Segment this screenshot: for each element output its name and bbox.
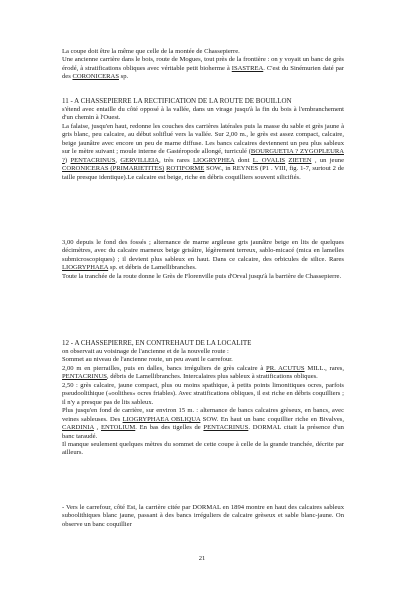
text: , débris de Lamellibranches. Intercalaires plus sableux à stratifications obliques. [106, 373, 318, 381]
taxon-name: CORONICERAS (PRIMARIETITES) [62, 165, 165, 173]
text: Sommet au niveau de l'ancienne route, un peu avant le carrefour. [62, 356, 233, 364]
text: La falaise, jusqu'en haut, redonne les couches des carrières latérales puis la masse du sable et grès jaune à gris blanc, peu calcaire, au début soliflué vers la vallée. Sur 2,00 m., le grès est assez compact, calcaire, beige jaunâtre avec encore un peu de marne diffuse. Les bancs calcaires deviennent un peu plus sableux sur le mètre suivant ; moule interne de Gastéropode allongé, turriculé ( [62, 123, 344, 156]
section-heading-12: 12 - A CHASSEPIERRE, EN CONTREHAUT DE LA LOCALITE [62, 339, 252, 347]
taxon-name: LIOGRYPHAEA [62, 264, 109, 272]
text: . DORMAL citait la présence d'un banc taraudé. [62, 424, 344, 440]
text: Il manque seulement quelques mètres du sommet de cette coupe à celle de la grande tranchée, décrite par ailleurs. [62, 440, 344, 457]
text: MILL., rares, [304, 364, 344, 372]
taxon-name: PENTACRINUS [62, 373, 107, 381]
text: Une ancienne carrière dans le bois, route de Mogues, tout près de la frontière : on y voyait un banc de grès érodé, à stratifications obliques avec véritable petit biohermе à [62, 56, 344, 72]
taxon-name: LIOGRYPHEA [192, 156, 235, 164]
text: Toute la tranchée de la route donne le Grès de Florenville puis d'Orval jusqu'à la barrière de Chassepierre. [62, 272, 342, 280]
taxon-name: LIOGRYPHAEA OBLIQUA [122, 415, 201, 423]
taxon-name: PENTACRINUS [203, 424, 249, 432]
text: La coupe doit être la même que celle de la montée de Chassepierre. [62, 48, 240, 55]
paragraph-extent: s'étend avec entaille du côté opposé à la vallée, dans un virage jusqu'à la fin du bois à l'embranchement d'un chemin à l'Ouest. [62, 106, 344, 122]
taxon-name: ISASTREA [231, 64, 264, 72]
taxon-name: BOURGUETIA ? ZYGOPLEURA ? [62, 148, 344, 164]
text: . C'est du Sinémurien daté par des [62, 64, 344, 81]
text: ) [64, 156, 71, 164]
taxon-name: PENTACRINUS [70, 156, 116, 164]
text: SOW. En haut un banc coquillier riche en Bivalves, [200, 415, 344, 423]
page-number: 21 [198, 555, 206, 562]
taxon-name: CARDINIA [62, 424, 94, 432]
text: , très rares [159, 156, 193, 164]
text: 2,00 m en pierrailles, puis en dalles, bancs irréguliers de grès calcaire à [62, 364, 267, 372]
paragraph-ditches [62, 239, 344, 281]
paragraph-cliff [62, 123, 344, 182]
text: , [115, 156, 121, 164]
paragraph-locality [62, 348, 344, 458]
taxon-name: ENTOLIUM [100, 424, 136, 432]
text: sp. et débris de Lamellibranches. [108, 264, 197, 272]
paragraph-intro [62, 48, 344, 82]
taxon-name: L. OVALIS [252, 156, 286, 164]
text: SOW., in REYNES (P1 . VIII, fig. 1-7, surtout 2 de taille presque identique).Le calcaire est beige, riche en débris coquilliers souvent silicifiés. [62, 165, 345, 181]
text: 2,50 : grès calcaire, jaune compact, plus ou moins spathique, à petits points limonitiques ocres, parfois pseudoolithique («oolithes» ocres friables). Avec stratifications obliques, il est riche en débris coquilliers ; il n'y a presque pas de lits sableux. [62, 381, 344, 406]
text: 3,00 depuis le fond des fossés ; alternance de marne argileuse gris jaunâtre beige en lits de quelques décimètres, avec du calcaire marneux beige grisâtre, légèrement terreux, sablo-micacé (mica en lamelles submicroscopiques) ; il devient plus sableux en haut. Dans ce calcaire, des orbicules de silice. Rares [62, 239, 344, 263]
text: , un jeune [311, 156, 344, 164]
taxon-name: GERVILLEIA [120, 156, 160, 164]
taxon-name: CORONICERAS [72, 73, 119, 81]
author-name: ZIETEN [288, 156, 312, 164]
section-heading-11: 11 - A CHASSEPIERRE LA RECTIFICATION DE LA ROUTE DE BOUILLON [62, 97, 292, 105]
text: dont [234, 156, 253, 164]
text: Plus jusqu'en fond de carrière, sur environ 15 m. : alternance de bancs calcaires grèseux, en bancs, avec veines sableuses. Des [62, 407, 344, 423]
taxon-name: PR. ACUTUS [266, 364, 305, 372]
text: on observait au voisinage de l'ancienne et de la nouvelle route : [62, 348, 229, 355]
text: , [93, 424, 101, 432]
taxon-name: ROTIFORME [166, 165, 205, 173]
paragraph-crossroads: - Vers le carrefour, côté Est, la carrière citée par DORMAL en 1894 montre en haut des calcaires sableux suboolithiques blanc jaune, passant à des bancs irréguliers de calcaire grèseux et sable blanc-jaune. On observe un banc coquillier [62, 504, 344, 528]
text: . En bas des tigelles de [135, 424, 204, 432]
text: sp. [118, 73, 129, 81]
